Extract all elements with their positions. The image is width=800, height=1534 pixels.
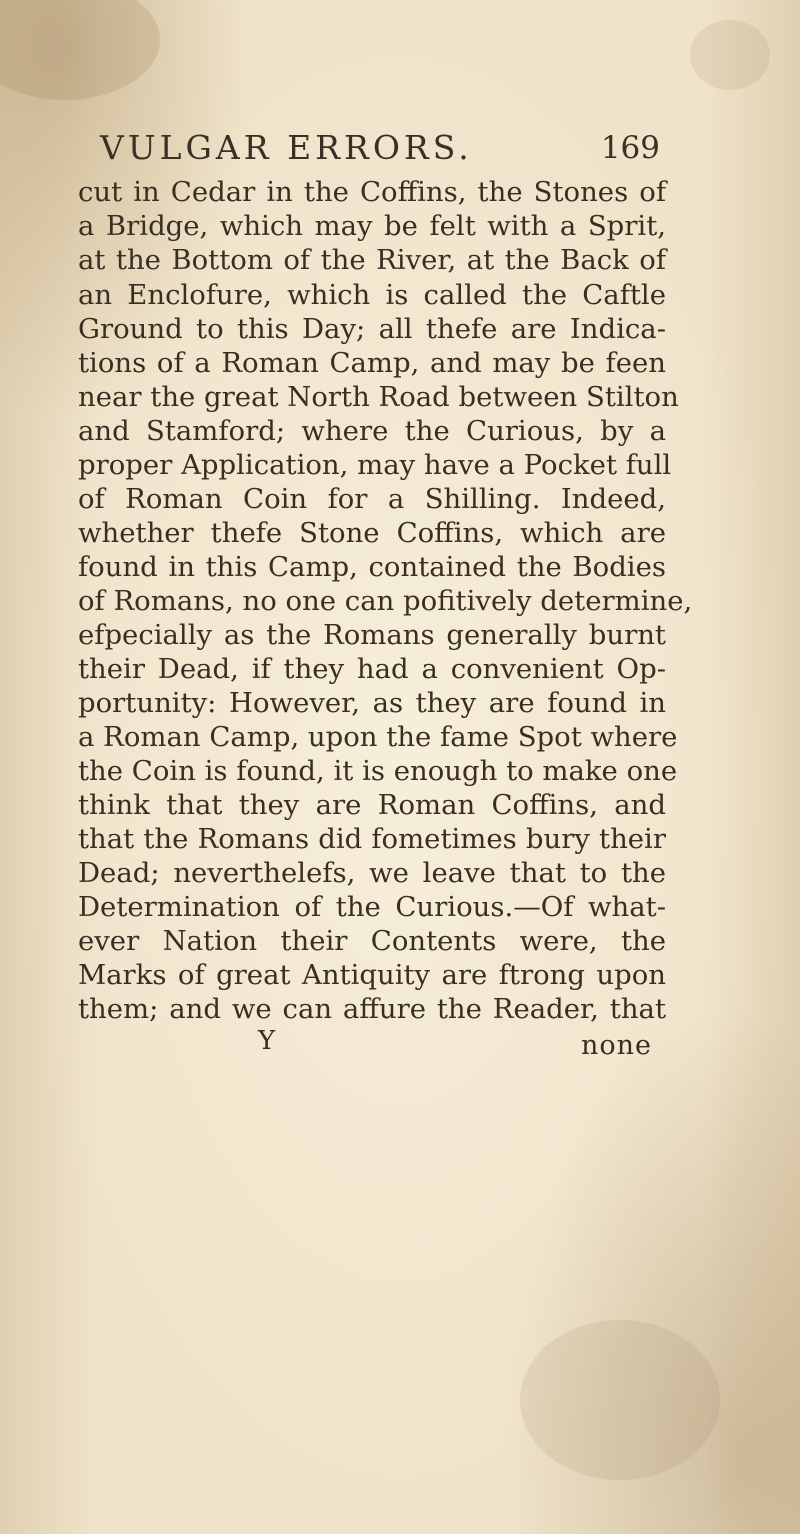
text-line: of Romans, no one can pofitively determine, — [78, 585, 693, 617]
text-line: efpecially as the Romans generally burnt — [78, 619, 666, 651]
text-line: near the great North Road between Stilton — [78, 381, 679, 413]
text-line: Determination of the Curious.—Of what- — [78, 891, 666, 923]
text-line: found in this Camp, contained the Bodies — [78, 551, 666, 583]
text-line: cut in Cedar in the Coffins, the Stones of — [78, 176, 666, 208]
catchword: none — [580, 1030, 652, 1061]
text-line: whether thefe Stone Coffins, which are — [78, 517, 666, 549]
paper-stain — [0, 0, 160, 100]
text-line: that the Romans did fometimes bury their — [78, 823, 666, 855]
signature-mark: Y — [258, 1026, 276, 1056]
text-line: and Stamford; where the Curious, by a — [78, 415, 666, 447]
text-line: them; and we can affure the Reader, that — [78, 993, 666, 1025]
running-head: VULGAR ERRORS. — [100, 128, 473, 167]
text-line: an Enclofure, which is called the Caftle — [78, 279, 666, 311]
text-line: tions of a Roman Camp, and may be feen — [78, 347, 666, 379]
text-line: ever Nation their Contents were, the — [78, 925, 666, 957]
text-line: at the Bottom of the River, at the Back of — [78, 244, 666, 276]
paper-stain — [690, 20, 770, 90]
text-line: Marks of great Antiquity are ftrong upon — [78, 959, 666, 991]
text-line: a Bridge, which may be felt with a Sprit, — [78, 210, 666, 242]
text-line: Dead; neverthelefs, we leave that to the — [78, 857, 666, 889]
text-line: Ground to this Day; all thefe are Indica- — [78, 313, 666, 345]
paper-stain — [520, 1320, 720, 1480]
text-line: their Dead, if they had a convenient Op- — [78, 653, 666, 685]
text-line: the Coin is found, it is enough to make one — [78, 755, 678, 787]
page-number: 169 — [600, 130, 660, 166]
text-line: of Roman Coin for a Shilling. Indeed, — [78, 483, 666, 515]
text-line: think that they are Roman Coffins, and — [78, 789, 666, 821]
text-line: a Roman Camp, upon the fame Spot where — [78, 721, 678, 753]
page-header — [100, 128, 660, 176]
text-line: proper Application, may have a Pocket full — [78, 449, 672, 481]
text-line: portunity: However, as they are found in — [78, 687, 666, 719]
